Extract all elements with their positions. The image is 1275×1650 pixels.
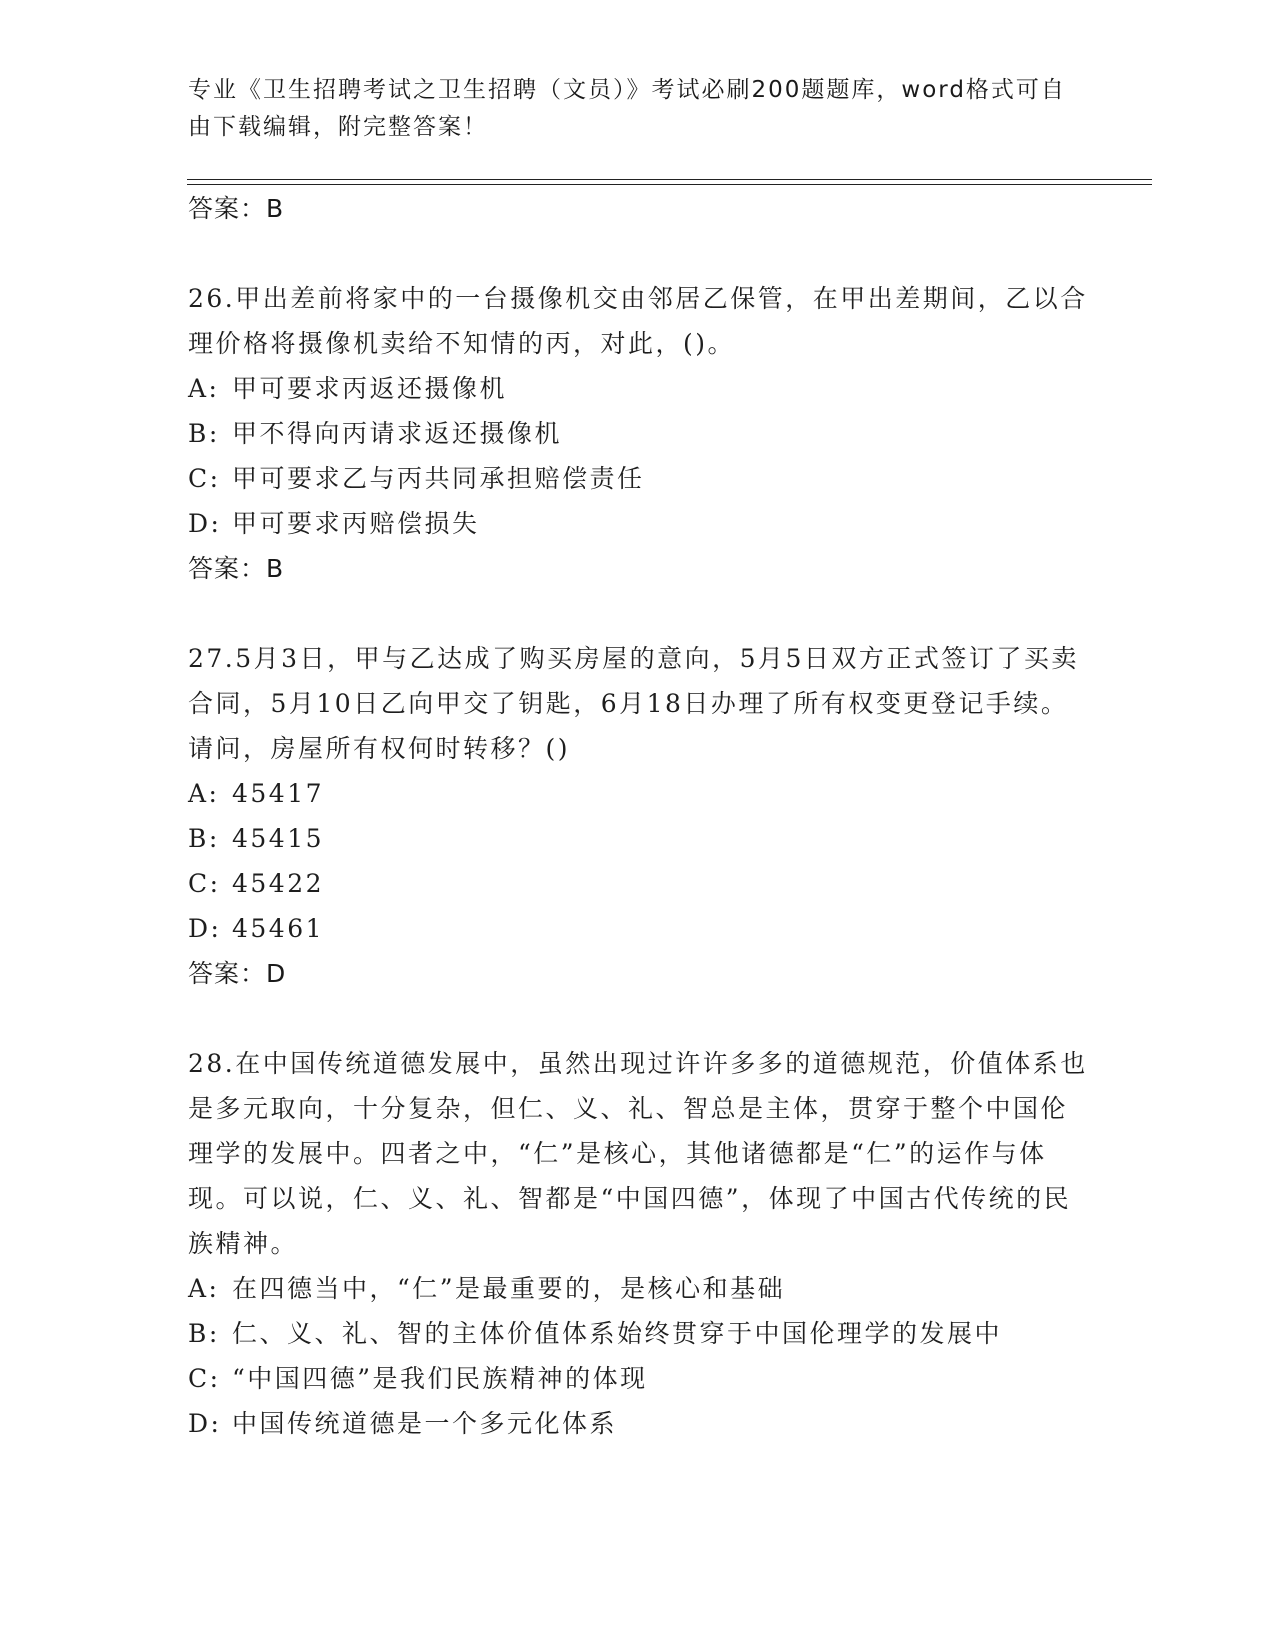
option-text: 甲可要求丙赔偿损失 xyxy=(232,509,480,538)
option-text: 45422 xyxy=(232,869,325,898)
option-key: B: xyxy=(188,824,220,853)
option-c xyxy=(188,861,1088,906)
option-d xyxy=(188,501,1088,546)
option-text: 甲可要求丙返还摄像机 xyxy=(232,374,508,403)
option-key: C: xyxy=(188,464,221,493)
option-text: 甲可要求乙与丙共同承担赔偿责任 xyxy=(232,464,645,493)
question-list xyxy=(188,186,1088,1446)
option-key: C: xyxy=(188,1364,221,1393)
previous-answer: 答案：B xyxy=(188,194,285,223)
question-27 xyxy=(188,636,1088,997)
option-text: “中国四德”是我们民族精神的体现 xyxy=(232,1364,648,1393)
option-key: D: xyxy=(188,914,222,943)
option-text: 中国传统道德是一个多元化体系 xyxy=(232,1409,618,1438)
option-key: A: xyxy=(188,1274,220,1303)
option-d xyxy=(188,1401,1088,1446)
header-text: 专业《卫生招聘考试之卫生招聘（文员）》考试必刷200题题库，word格式可自由下载编辑，附完整答案！ xyxy=(188,77,1066,140)
question-stem: 28.在中国传统道德发展中，虽然出现过许许多多的道德规范，价值体系也是多元取向，十分复杂，但仁、义、礼、智总是主体，贯穿于整个中国伦理学的发展中。四者之中，“仁”是核心，其他诸德都是“仁”的运作与体现。可以说，仁、义、礼、智都是“中国四德”，体现了中国古代传统的民族精神。 xyxy=(188,1049,1088,1258)
option-a xyxy=(188,1266,1088,1311)
header-divider-top xyxy=(187,179,1152,180)
option-b xyxy=(188,1311,1088,1356)
answer-line: 答案：B xyxy=(188,554,285,583)
question-stem: 26.甲出差前将家中的一台摄像机交由邻居乙保管，在甲出差期间，乙以合理价格将摄像机卖给不知情的丙，对此，()。 xyxy=(188,284,1088,358)
header-divider-bottom xyxy=(187,184,1152,185)
question-28 xyxy=(188,1041,1088,1446)
option-a xyxy=(188,771,1088,816)
option-text: 仁、义、礼、智的主体价值体系始终贯穿于中国伦理学的发展中 xyxy=(232,1319,1003,1348)
option-key: B: xyxy=(188,1319,220,1348)
option-text: 45417 xyxy=(232,779,325,808)
document-header xyxy=(188,72,1068,146)
option-b xyxy=(188,411,1088,456)
option-text: 在四德当中，“仁”是最重要的，是核心和基础 xyxy=(232,1274,786,1303)
option-key: C: xyxy=(188,869,221,898)
option-c xyxy=(188,1356,1088,1401)
answer-line: 答案：D xyxy=(188,959,287,988)
question-stem: 27.5月3日，甲与乙达成了购买房屋的意向，5月5日双方正式签订了买卖合同，5月10日乙向甲交了钥匙，6月18日办理了所有权变更登记手续。请问，房屋所有权何时转移？() xyxy=(188,644,1079,763)
option-b xyxy=(188,816,1088,861)
option-key: D: xyxy=(188,509,222,538)
option-key: A: xyxy=(188,374,220,403)
option-d xyxy=(188,906,1088,951)
question-26 xyxy=(188,276,1088,592)
option-key: D: xyxy=(188,1409,222,1438)
option-text: 甲不得向丙请求返还摄像机 xyxy=(232,419,563,448)
option-c xyxy=(188,456,1088,501)
option-a xyxy=(188,366,1088,411)
option-text: 45415 xyxy=(232,824,325,853)
option-key: B: xyxy=(188,419,220,448)
option-key: A: xyxy=(188,779,220,808)
option-text: 45461 xyxy=(232,914,325,943)
